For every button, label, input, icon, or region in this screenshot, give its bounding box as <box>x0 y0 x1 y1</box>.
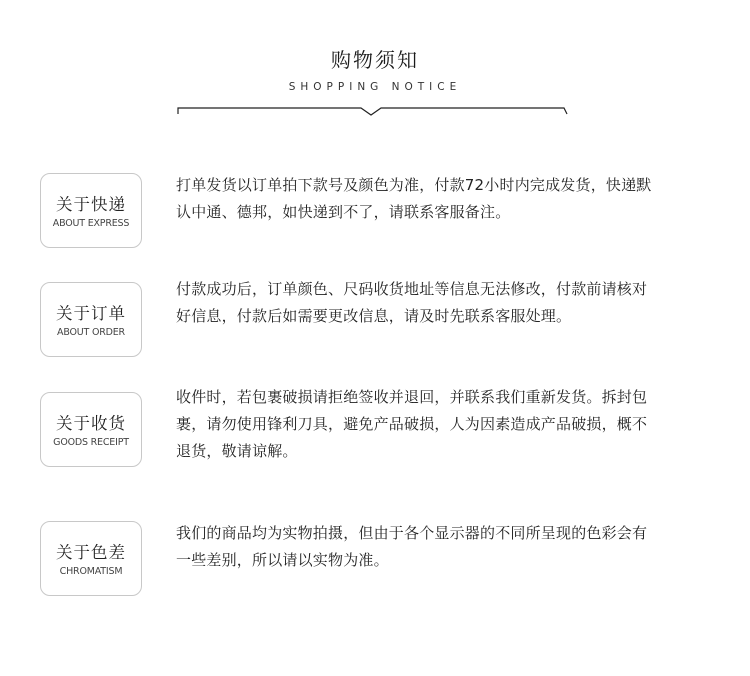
badge-title: 关于快递 <box>56 195 126 214</box>
badge-receipt <box>40 392 142 467</box>
page-subtitle: SHOPPING NOTICE <box>288 81 462 93</box>
badge-subtitle: CHROMATISM <box>59 566 123 577</box>
notice-header <box>0 0 750 120</box>
section-text: 打单发货以订单拍下款号及颜色为准，付款72小时内完成发货，快递默 认中通、德邦，如快递到不了，请联系客服备注。 <box>176 176 652 221</box>
section-order <box>0 282 750 362</box>
header-divider <box>175 100 570 120</box>
section-express <box>0 172 750 252</box>
section-text: 收件时，若包裹破损请拒绝签收并退回，并联系我们重新发货。拆封包 裹，请勿使用锋利刀具，避免产品破损，人为因素造成产品破损，概不 退货，敬请谅解。 <box>176 388 648 460</box>
badge-title: 关于收货 <box>56 414 126 433</box>
page-title: 购物须知 <box>331 48 419 72</box>
badge-subtitle: ABOUT ORDER <box>57 327 125 338</box>
badge-subtitle: ABOUT EXPRESS <box>52 218 130 229</box>
badge-subtitle: GOODS RECEIPT <box>53 437 129 448</box>
section-chromatism <box>0 521 750 601</box>
badge-chromatism <box>40 521 142 596</box>
badge-title: 关于订单 <box>56 304 126 323</box>
badge-title: 关于色差 <box>56 543 126 562</box>
badge-order <box>40 282 142 357</box>
section-text: 我们的商品均为实物拍摄，但由于各个显示器的不同所呈现的色彩会有 一些差别，所以请以实物为准。 <box>176 524 648 569</box>
section-text: 付款成功后，订单颜色、尺码收货地址等信息无法修改，付款前请核对 好信息，付款后如需要更改信息，请及时先联系客服处理。 <box>176 280 648 325</box>
badge-express <box>40 173 142 248</box>
section-receipt <box>0 388 750 472</box>
